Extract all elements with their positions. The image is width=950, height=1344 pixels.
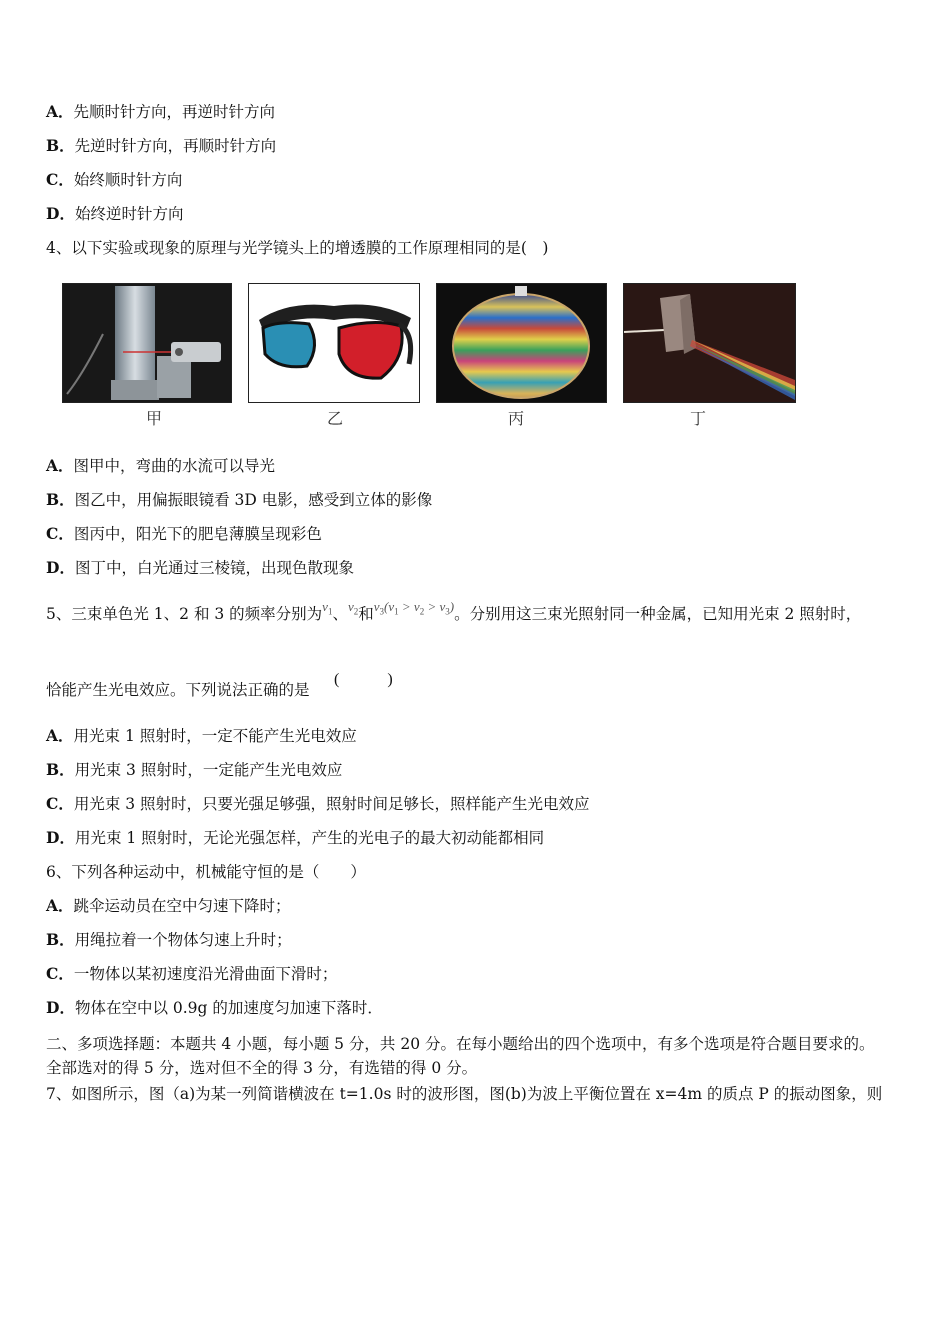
figure-yi: [248, 283, 420, 403]
q3-option-b: B．先逆时针方向，再顺时针方向: [46, 136, 277, 155]
formula-v2: v2: [347, 599, 359, 617]
q5-option-d: D．用光束 1 照射时，无论光强怎样，产生的光电子的最大初动能都相同: [46, 828, 545, 847]
section2-line2: 全部选对的得 5 分，选对但不全的得 3 分，有选错的得 0 分。: [46, 1059, 478, 1077]
q4-stem: 4、以下实验或现象的原理与光学镜头上的增透膜的工作原理相同的是( ): [46, 239, 549, 257]
q5-option-c: C．用光束 3 照射时，只要光强足够强，照射时间足够长，照样能产生光电效应: [46, 794, 590, 813]
figure-caption-jia: 甲: [146, 409, 163, 428]
figure-caption-ding: 丁: [690, 409, 707, 428]
q5-stem-line2: 恰能产生光电效应。下列说法正确的是: [46, 681, 310, 699]
q5-stem-line1: 5、三束单色光 1、2 和 3 的频率分别为$^{v_1}$、$^{v_2}$和$^{v_3(v_1 > v_2 > v_3)}$。分别用这三束光照射同一种金属，已知用光束 2 照射时，: [46, 599, 862, 623]
q6-option-d: D．物体在空中以 0.9g 的加速度匀加速下落时．: [46, 998, 383, 1017]
figure-bing: [436, 283, 607, 403]
q4-option-c: C．图丙中，阳光下的肥皂薄膜呈现彩色: [46, 524, 322, 543]
figure-caption-bing: 丙: [508, 409, 525, 428]
q3-option-c: C．始终顺时针方向: [46, 170, 183, 189]
q6-option-c: C．一物体以某初速度沿光滑曲面下滑时；: [46, 964, 338, 983]
q6-option-a: A．跳伞运动员在空中匀速下降时；: [46, 896, 291, 915]
formula-v1: v1: [322, 599, 333, 617]
q6-option-b: B．用绳拉着一个物体匀速上升时；: [46, 930, 292, 949]
q4-option-a: A．图甲中，弯曲的水流可以导光: [46, 456, 276, 475]
section2-line1: 二、多项选择题：本题共 4 小题，每小题 5 分，共 20 分。在每小题给出的四个选项中，有多个选项是符合题目要求的。: [46, 1035, 875, 1053]
q7-stem: 7、如图所示，图（a)为某一列简谐横波在 t=1.0s 时的波形图，图(b)为波上平衡位置在 x=4m 的质点 P 的振动图象，则: [46, 1085, 883, 1103]
q3-option-d: D．始终逆时针方向: [46, 204, 184, 223]
q5-answer-blank: ( ): [334, 671, 393, 688]
figure-ding: [623, 283, 796, 403]
q4-option-d: D．图丁中，白光通过三棱镜，出现色散现象: [46, 558, 354, 577]
figure-caption-yi: 乙: [327, 409, 344, 428]
q5-option-a: A．用光束 1 照射时，一定不能产生光电效应: [46, 726, 357, 745]
figure-jia: [62, 283, 232, 403]
formula-v3-inequality: v3(v1 > v2 > v3): [373, 599, 455, 617]
q6-stem: 6、下列各种运动中，机械能守恒的是（ ）: [46, 863, 366, 881]
q3-option-a: A．先顺时针方向，再逆时针方向: [46, 102, 276, 121]
q4-option-b: B．图乙中，用偏振眼镜看 3D 电影，感受到立体的影像: [46, 490, 433, 509]
q5-option-b: B．用光束 3 照射时，一定能产生光电效应: [46, 760, 343, 779]
